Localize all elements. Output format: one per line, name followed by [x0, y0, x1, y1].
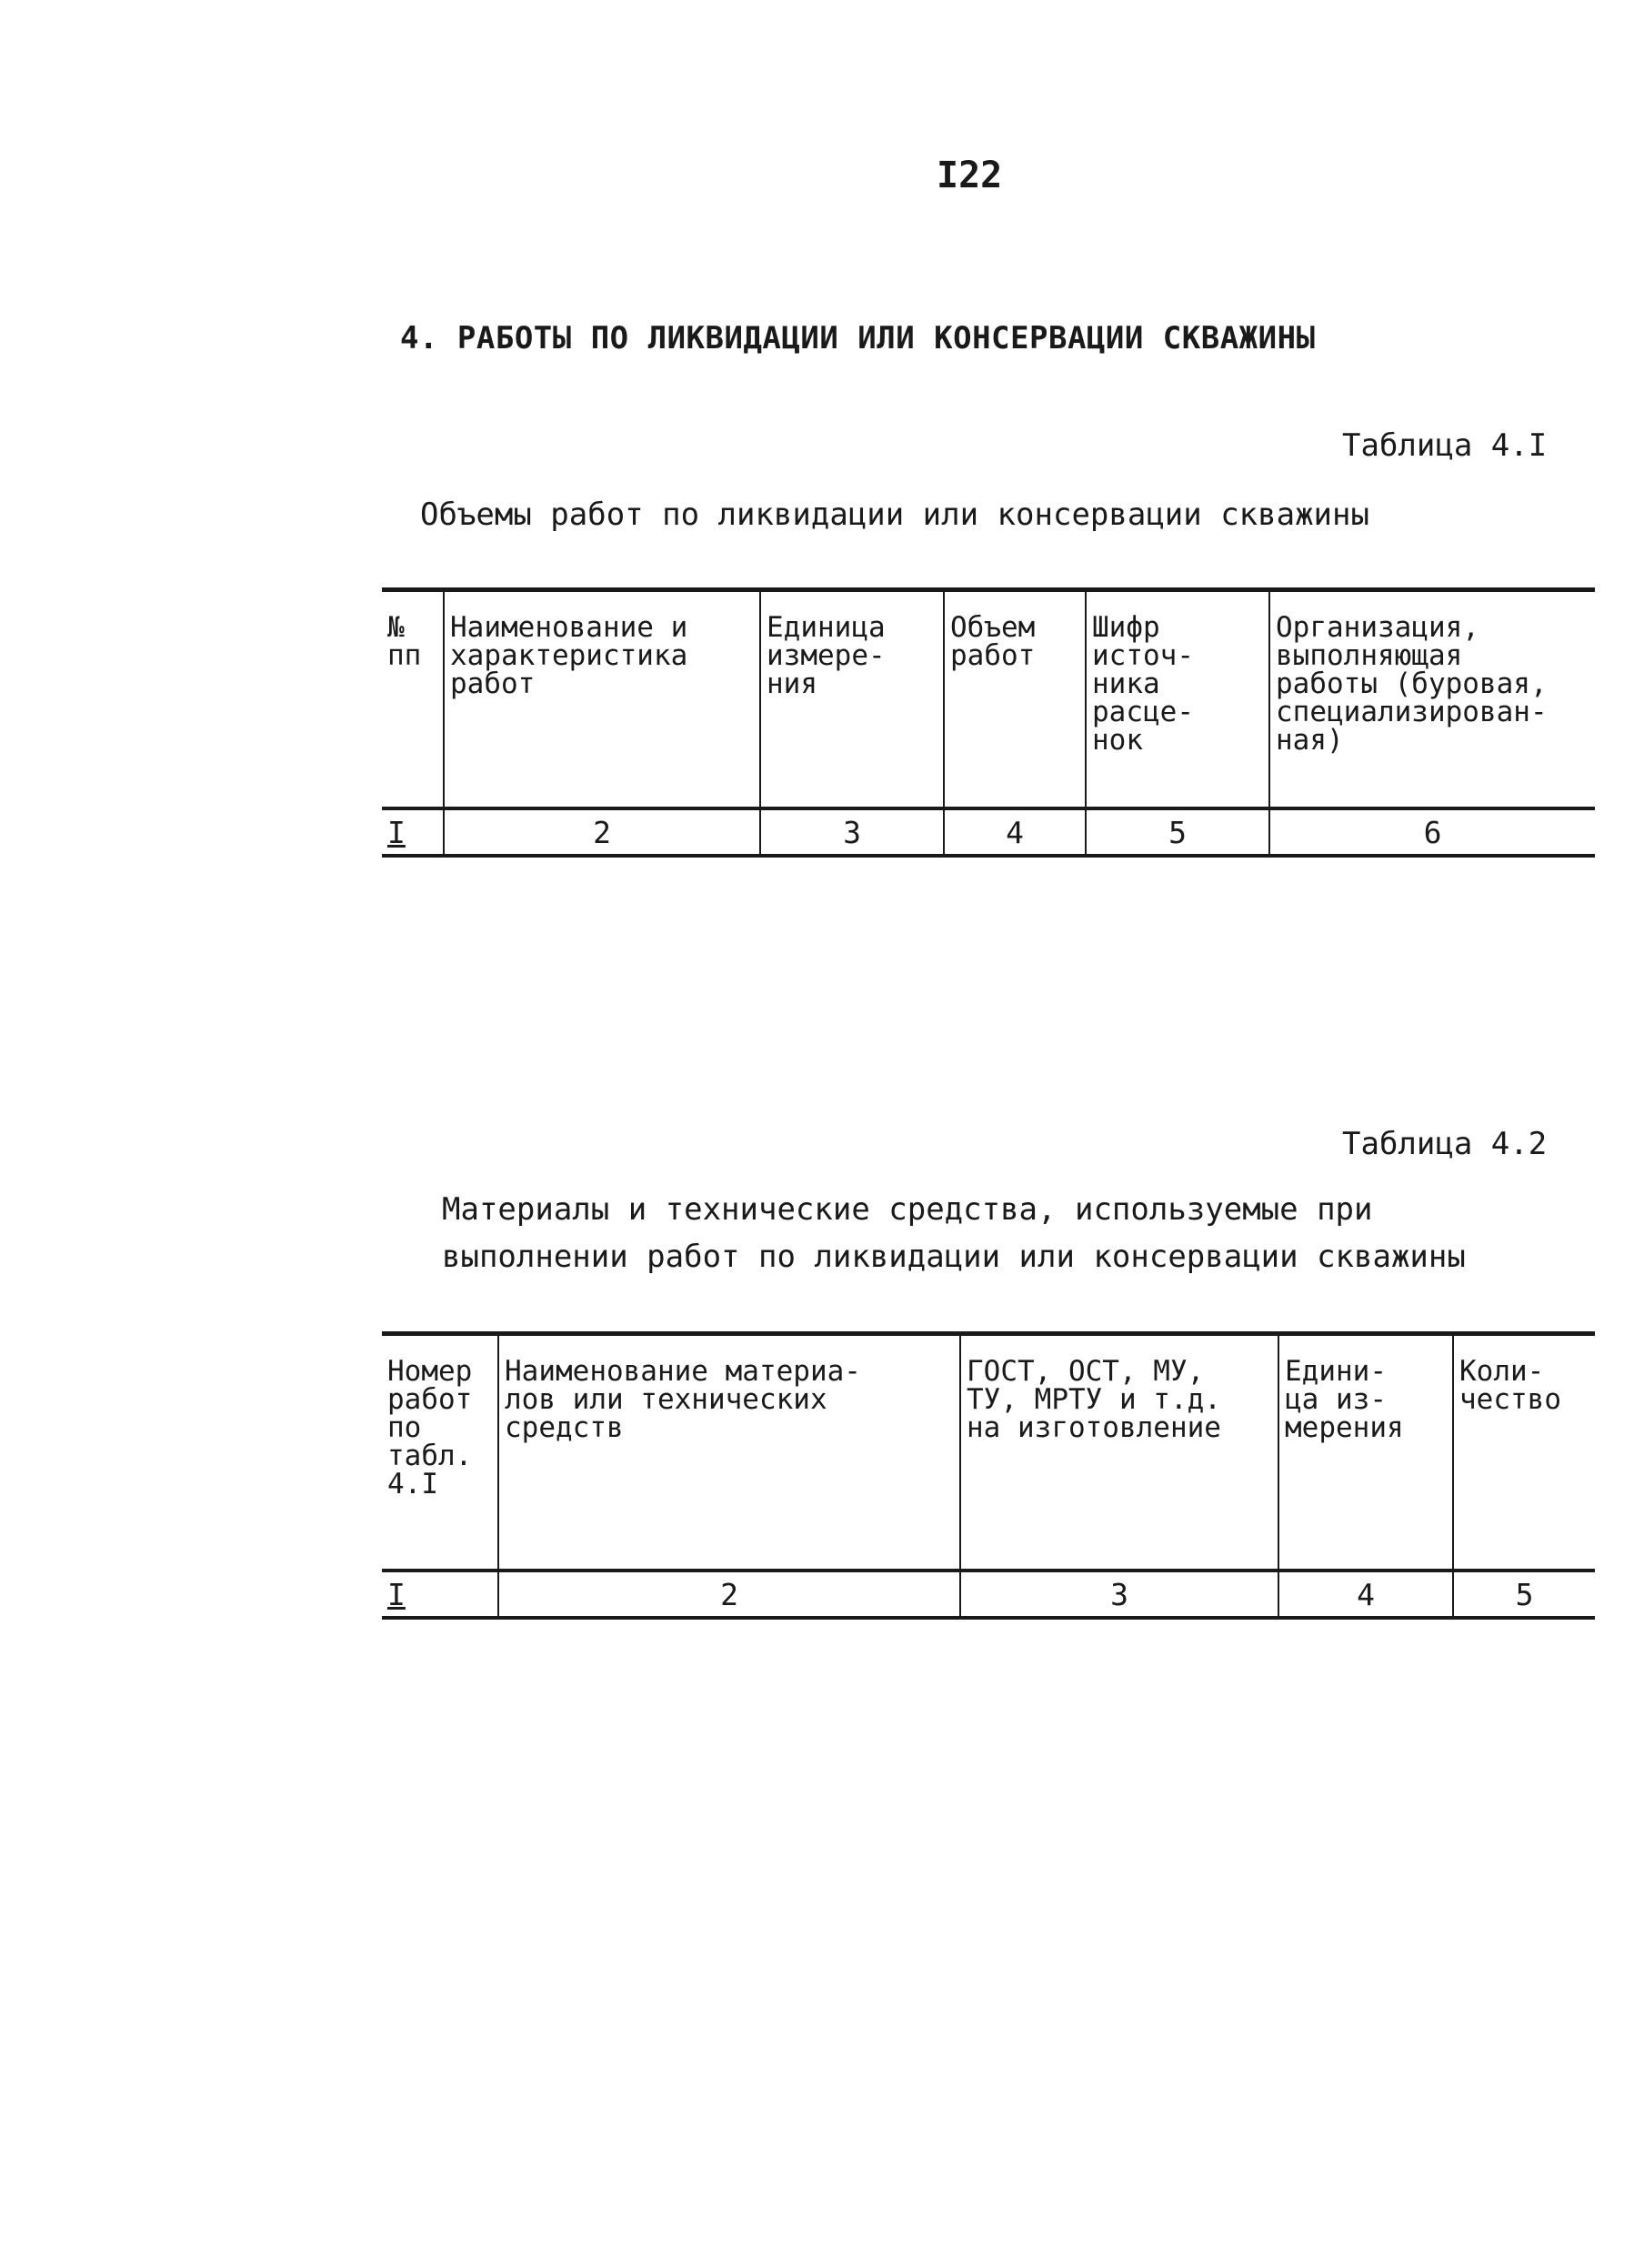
table-header-row — [382, 590, 1595, 809]
column-number: 3 — [960, 1571, 1278, 1618]
header-cell-quantity: Коли- чество — [1453, 1334, 1595, 1571]
header-cell-rate-code: Шифр источ- ника расце- нок — [1086, 590, 1269, 809]
table-4-2-label: Таблица 4.2 — [1342, 1126, 1548, 1162]
header-cell-unit: Единица измере- ния — [760, 590, 944, 809]
section-title: 4. РАБОТЫ ПО ЛИКВИДАЦИИ ИЛИ КОНСЕРВАЦИИ СКВАЖИНЫ — [400, 320, 1316, 356]
header-cell-volume: Объем работ — [944, 590, 1086, 809]
header-cell-standard: ГОСТ, ОСТ, МУ, ТУ, МРТУ и т.д. на изготовление — [960, 1334, 1278, 1571]
table-4-2-caption: Материалы и технические средства, используемые при выполнении работ по ликвидации или консервации скважины — [442, 1191, 1466, 1275]
column-number: 2 — [498, 1571, 960, 1618]
column-number-row — [382, 808, 1595, 856]
table-4-1-caption: Объемы работ по ликвидации или консервации скважины — [420, 497, 1369, 533]
column-number: 6 — [1269, 808, 1595, 856]
header-cell-organization: Организация, выполняющая работы (буровая, специализирован- ная) — [1269, 590, 1595, 809]
column-number: I — [382, 808, 444, 856]
column-number: 2 — [444, 808, 760, 856]
table-4-2 — [382, 1331, 1595, 1620]
column-number: I — [382, 1571, 498, 1618]
header-cell-work-name: Наименование и характеристика работ — [444, 590, 760, 809]
column-number: 4 — [944, 808, 1086, 856]
column-number: 5 — [1086, 808, 1269, 856]
column-number: 5 — [1453, 1571, 1595, 1618]
page-number: I22 — [937, 155, 1003, 196]
header-cell-row-number: № пп — [387, 611, 422, 672]
table-header-row — [382, 1334, 1595, 1571]
column-number: 3 — [760, 808, 944, 856]
header-cell-material-name: Наименование материа- лов или технических средств — [498, 1334, 960, 1571]
header-cell-work-number: Номер работ по табл. 4.I — [387, 1355, 473, 1500]
table-4-1-label: Таблица 4.I — [1342, 427, 1548, 464]
column-number: 4 — [1278, 1571, 1453, 1618]
column-number-row — [382, 1571, 1595, 1618]
header-cell-unit: Едини- ца из- мерения — [1278, 1334, 1453, 1571]
table-4-1 — [382, 587, 1595, 858]
